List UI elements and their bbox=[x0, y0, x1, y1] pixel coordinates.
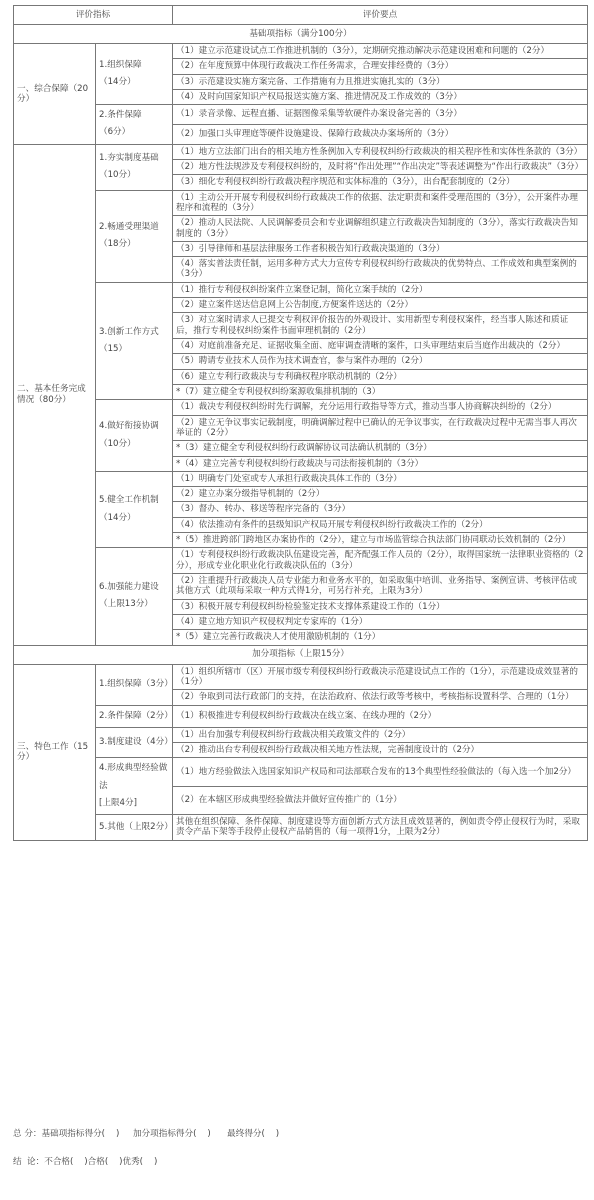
sub-indicator-score: （上限13分） bbox=[99, 599, 153, 610]
evaluation-point: （2）注重提升行政裁决人员专业能力和业务水平的，如采取集中培训、业务指导、案例宣讲、考核评估或其他方式（此项每采取一种方式得1分，可另行补充，上限为3分） bbox=[173, 574, 588, 600]
header-points: 评价要点 bbox=[173, 6, 588, 25]
sub-indicator-name: 5.其他（上限2分） bbox=[99, 821, 173, 832]
header-indicator: 评价指标 bbox=[14, 6, 173, 25]
evaluation-point: （3）积极开展专利侵权纠纷检验鉴定技术支撑体系建设工作的（1分） bbox=[173, 599, 588, 614]
evaluation-point: （1）录音录像、远程直播、证据图像采集等软硬件办案设备完善的（3分） bbox=[173, 105, 588, 125]
sub-indicator-cell bbox=[96, 282, 173, 400]
evaluation-point: （1）组织所辖市（区）开展市级专利侵权纠纷行政裁决示范建设试点工作的（1分），示范建设成效显著的（1分） bbox=[173, 664, 588, 690]
table-row bbox=[14, 814, 588, 840]
sub-indicator-name: 1.组织保障 bbox=[99, 59, 142, 70]
sub-indicator-cell bbox=[96, 105, 173, 144]
evaluation-point: *（7）建立健全专利侵权纠纷案源收集排机制的（3） bbox=[173, 384, 588, 399]
sub-indicator-cell bbox=[96, 44, 173, 105]
sub-indicator-name: 5.健全工作机制 bbox=[99, 495, 159, 506]
sub-indicator-cell bbox=[96, 471, 173, 548]
sub-indicator-score: （14分） bbox=[99, 77, 136, 88]
sub-indicator-cell bbox=[96, 664, 173, 705]
evaluation-point: （2）在年度预算中体现行政裁决工作任务需求，合理安排经费的（3分） bbox=[173, 59, 588, 74]
evaluation-point: （1）明确专门处室或专人承担行政裁决具体工作的（3分） bbox=[173, 471, 588, 486]
table-row bbox=[14, 471, 588, 486]
sub-indicator-cell bbox=[96, 705, 173, 727]
evaluation-point: *（5）推进跨部门跨地区办案协作的（2分），建立与市场监管综合执法部门协同联动长效机制的（2分） bbox=[173, 533, 588, 548]
evaluation-point: （1）裁决专利侵权纠纷时先行调解，充分运用行政指导等方式，推动当事人协商解决纠纷的（2分） bbox=[173, 400, 588, 415]
total-score-line: 总 分：基础项指标得分( ) 加分项指标得分( ) 最终得分( ) bbox=[13, 1129, 280, 1139]
sub-indicator-cell bbox=[96, 400, 173, 472]
evaluation-point: *（4）建立完善专利侵权纠纷行政裁决与司法衔接机制的（3分） bbox=[173, 456, 588, 471]
sub-indicator-name: 3.制度建设（4分） bbox=[99, 736, 173, 747]
basic-band-title: 基础项指标（满分100分） bbox=[14, 25, 588, 44]
sub-indicator-score: （6分） bbox=[99, 127, 131, 138]
sub-indicator-name: 1.夯实制度基础 bbox=[99, 152, 159, 163]
sub-indicator-name: 2.条件保障 bbox=[99, 110, 142, 121]
conclusion-line: 结 论：不合格( )合格( )优秀( ) bbox=[13, 1157, 158, 1167]
sub-indicator-name: 3.创新工作方式 bbox=[99, 326, 159, 337]
table-row bbox=[14, 144, 588, 159]
evaluation-point: （4）建立地方知识产权侵权判定专家库的（1分） bbox=[173, 614, 588, 629]
evaluation-point: （2）建立办案分级指导机制的（2分） bbox=[173, 487, 588, 502]
sub-indicator-score: （14分） bbox=[99, 512, 136, 523]
evaluation-point: （2）争取到司法行政部门的支持，在法治政府、依法行政等考核中，考核指标设置科学、合理的（1分） bbox=[173, 690, 588, 705]
evaluation-point: （4）及时向国家知识产权局报送实施方案、推进情况及工作成效的（3分） bbox=[173, 89, 588, 104]
table-row bbox=[14, 758, 588, 786]
evaluation-point: （4）对庭前准备充足、证据收集全面、庭审调查清晰的案件，口头审理结束后当庭作出裁决的（2分） bbox=[173, 339, 588, 354]
table-row bbox=[14, 548, 588, 574]
category-cell: 一、综合保障（20分） bbox=[14, 44, 96, 145]
evaluation-point: （1）推行专利侵权纠纷案件立案登记制，简化立案手续的（2分） bbox=[173, 282, 588, 297]
evaluation-point: （2）建立案件送达信息网上公告制度,方便案件送达的（2分） bbox=[173, 298, 588, 313]
table-row bbox=[14, 105, 588, 125]
sub-indicator-score: （10分） bbox=[99, 170, 136, 181]
evaluation-point: （6）建立专利行政裁决与专利确权程序联动机制的（2分） bbox=[173, 369, 588, 384]
table-header-row bbox=[14, 6, 588, 25]
sub-indicator-cell bbox=[96, 144, 173, 190]
sub-indicator-name: 4.形成典型经验做法 bbox=[99, 763, 168, 791]
sub-indicator-cell bbox=[96, 727, 173, 758]
evaluation-point: *（3）建立健全专利侵权纠纷行政调解协议司法确认机制的（3分） bbox=[173, 441, 588, 456]
table-row bbox=[14, 400, 588, 415]
sub-indicator-score: [上限4分] bbox=[99, 797, 137, 808]
evaluation-point: （2）加强口头审理庭等硬件设施建设、保障行政裁决办案场所的（3分） bbox=[173, 124, 588, 144]
table-row bbox=[14, 727, 588, 742]
sub-indicator-score: （15） bbox=[99, 344, 128, 354]
sub-indicator-cell bbox=[96, 758, 173, 815]
table-row bbox=[14, 705, 588, 727]
evaluation-point: （1）积极推进专利侵权纠纷行政裁决在线立案、在线办理的（2分） bbox=[173, 705, 588, 727]
sub-indicator-name: 2.条件保障（2分） bbox=[99, 710, 173, 721]
sub-indicator-name: 4.做好衔接协调 bbox=[99, 421, 159, 432]
sub-indicator-name: 1.组织保障（3分） bbox=[99, 678, 173, 689]
evaluation-table bbox=[13, 5, 588, 841]
table-row bbox=[14, 44, 588, 59]
table-row bbox=[14, 282, 588, 297]
evaluation-point: （3）引导律师和基层法律服务工作者积极告知行政裁决渠道的（3分） bbox=[173, 241, 588, 256]
table-row bbox=[14, 190, 588, 216]
bonus-band-row bbox=[14, 645, 588, 664]
evaluation-point: （1）地方经验做法入选国家知识产权局和司法部联合发布的13个典型性经验做法的（每入选一个加2分） bbox=[173, 758, 588, 786]
sub-indicator-name: 2.畅通受理渠道 bbox=[99, 221, 159, 232]
evaluation-point: （1）主动公开开展专利侵权纠纷行政裁决工作的依据、法定职责和案件受理范围的（3分），公开案件办理程序和流程的（3分） bbox=[173, 190, 588, 216]
sub-indicator-name: 6.加强能力建设 bbox=[99, 582, 159, 593]
evaluation-point: （5）聘请专业技术人员作为技术调查官，参与案件办理的（2分） bbox=[173, 354, 588, 369]
sub-indicator-cell bbox=[96, 814, 173, 840]
sub-indicator-cell bbox=[96, 190, 173, 282]
sub-indicator-score: （18分） bbox=[99, 239, 136, 250]
evaluation-point: （2）推动出台专利侵权纠纷行政裁决相关地方性法规，完善制度设计的（2分） bbox=[173, 743, 588, 758]
evaluation-point: （1）出台加强专利侵权纠纷行政裁决相关政策文件的（2分） bbox=[173, 727, 588, 742]
evaluation-point: （1）地方立法部门出台的相关地方性条例加入专利侵权纠纷行政裁决的相关程序性和实体性条款的（3分） bbox=[173, 144, 588, 159]
category-cell: 三、特色工作（15分） bbox=[14, 664, 96, 840]
bonus-band-title: 加分项指标（上限15分） bbox=[14, 645, 588, 664]
evaluation-point: 其他在组织保障、条件保障、制度建设等方面创新方式方法且成效显著的，例如责令停止侵权行为时，采取责令产品下架等手段停止侵权产品销售的（每一项得1分，上限为2分） bbox=[173, 814, 588, 840]
category-cell: 二、基本任务完成情况（80分） bbox=[14, 144, 96, 645]
evaluation-point: （3）示范建设实施方案完备、工作措施有力且推进实施扎实的（3分） bbox=[173, 74, 588, 89]
basic-band-row bbox=[14, 25, 588, 44]
evaluation-point: （3）对立案时请求人已提交专利权评价报告的外观设计、实用新型专利侵权案件，经当事人陈述和质证后，推行专利侵权纠纷案件书面审理机制的（2分） bbox=[173, 313, 588, 339]
evaluation-point: （4）依法推动有条件的县级知识产权局开展专利侵权纠纷行政裁决工作的（2分） bbox=[173, 517, 588, 532]
evaluation-point: （2）地方性法规涉及专利侵权纠纷的，及时将“作出处理”“作出决定”等表述调整为“作出行政裁决”（3分） bbox=[173, 159, 588, 174]
evaluation-point: （1）建立示范建设试点工作推进机制的（3分），定期研究推动解决示范建设困难和问题的（2分） bbox=[173, 44, 588, 59]
evaluation-point: （4）落实普法责任制，运用多种方式大力宣传专利侵权纠纷行政裁决的优势特点、工作成效和典型案例的（3分） bbox=[173, 257, 588, 283]
evaluation-point: （3）督办、转办、移送等程序完备的（3分） bbox=[173, 502, 588, 517]
sub-indicator-score: （10分） bbox=[99, 438, 136, 449]
sub-indicator-cell bbox=[96, 548, 173, 645]
evaluation-point: *（5）建立完善行政裁决人才使用激励机制的（1分） bbox=[173, 630, 588, 645]
evaluation-point: （3）细化专利侵权纠纷行政裁决程序规范和实体标准的（3分），出台配套制度的（2分） bbox=[173, 175, 588, 190]
evaluation-point: （1）专利侵权纠纷行政裁决队伍建设完善，配齐配强工作人员的（2分），取得国家统一法律职业资格的（2分），形成专业化职业化行政裁决队伍的（3分） bbox=[173, 548, 588, 574]
evaluation-point: （2）推动人民法院、人民调解委员会和专业调解组织建立行政裁决告知制度的（3分），落实行政裁决告知制度的（3分） bbox=[173, 216, 588, 242]
table-row bbox=[14, 664, 588, 690]
evaluation-point: （2）建立无争议事实记载制度，明确调解过程中已确认的无争议事实，在行政裁决过程中无需当事人再次举证的（2分） bbox=[173, 415, 588, 441]
evaluation-point: （2）在本辖区形成典型经验做法并做好宣传推广的（1分） bbox=[173, 786, 588, 814]
